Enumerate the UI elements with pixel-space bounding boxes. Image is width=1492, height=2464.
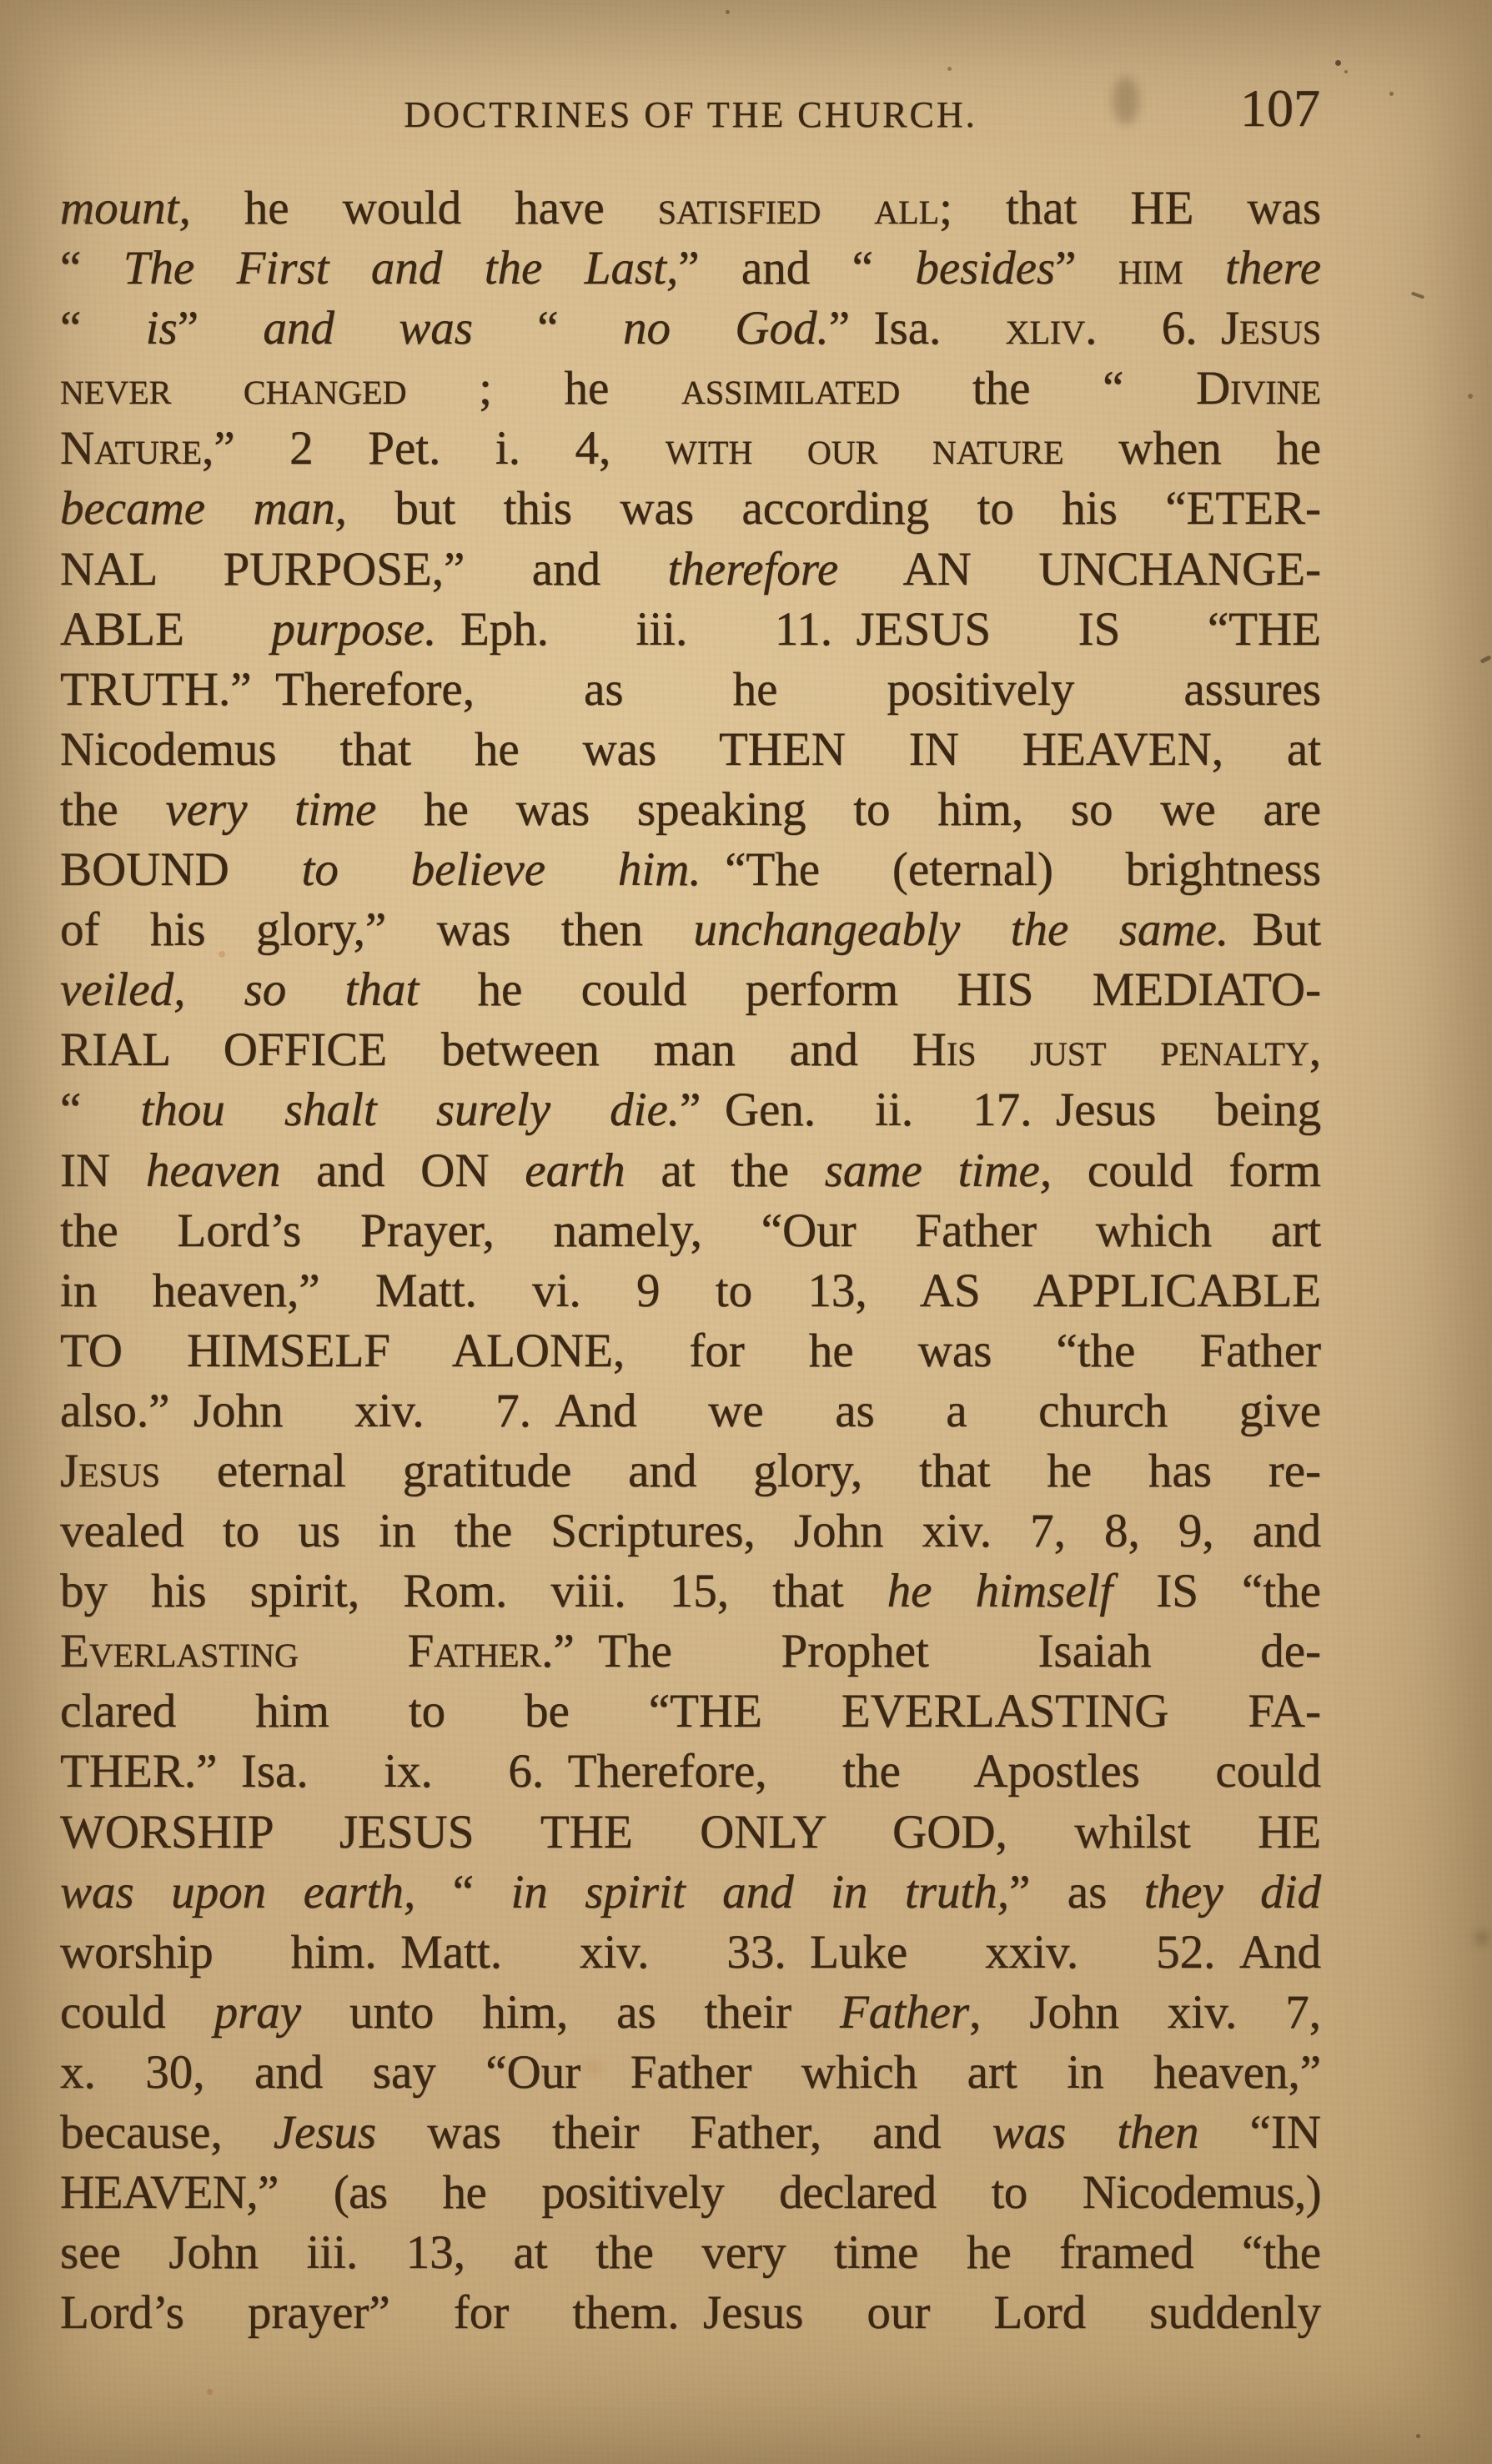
- text-line: [60, 1803, 1321, 1863]
- text-segment: mount,: [60, 182, 191, 234]
- text-line: [60, 2043, 1321, 2103]
- text-line: [60, 720, 1321, 780]
- text-segment: heaven: [145, 1144, 281, 1197]
- text-line: [60, 479, 1321, 539]
- text-segment: very time: [165, 782, 377, 836]
- text-segment: the: [60, 782, 166, 836]
- text-line: [60, 1622, 1321, 1682]
- text-segment: and ON: [280, 1144, 525, 1197]
- text-segment: “: [60, 1084, 141, 1137]
- text-segment: purpose.: [271, 602, 437, 656]
- text-segment: ; he: [406, 362, 681, 415]
- text-segment: he was speaking to him, so we are: [376, 782, 1322, 836]
- text-line: [60, 1923, 1321, 1983]
- text-line: [60, 1742, 1321, 1802]
- running-header-title: DOCTRINES OF THE CHURCH.: [404, 94, 977, 135]
- text-segment: ”: [1055, 242, 1118, 295]
- text-segment: no God.: [622, 302, 829, 355]
- text-segment: , John xiv. 7,: [969, 1985, 1321, 2039]
- text-segment: ” The Prophet Isaiah de-: [553, 1625, 1321, 1678]
- text-segment: ” and “: [678, 242, 916, 295]
- text-segment: xliv.: [1005, 302, 1098, 355]
- text-segment: 6.: [1097, 302, 1221, 355]
- text-line: [60, 900, 1321, 960]
- text-segment: The First and the Last,: [123, 242, 679, 295]
- text-segment: ” Gen. ii. 17. Jesus being: [680, 1084, 1322, 1137]
- text-segment: x. 30, and say “Our Father which art in heaven,”: [60, 2045, 1321, 2099]
- text-line: [60, 1321, 1321, 1381]
- text-segment: by his spirit, Rom. viii. 15, that: [60, 1565, 887, 1618]
- text-line: [60, 840, 1321, 900]
- text-line: [60, 540, 1321, 600]
- text-line: [60, 2223, 1321, 2283]
- text-segment: Everlasting Father.: [60, 1625, 554, 1678]
- text-segment: at the: [625, 1144, 825, 1197]
- text-segment: became man,: [60, 482, 347, 536]
- text-segment: eternal gratitude and glory, that he has re-: [160, 1444, 1321, 1497]
- paper-speck: [1389, 92, 1394, 96]
- text-line: [60, 1561, 1321, 1622]
- text-segment: “The (eternal) brightness: [701, 843, 1321, 897]
- text-segment: could form: [1052, 1144, 1321, 1197]
- text-segment: ” 2 Pet. i. 4,: [214, 422, 666, 475]
- text-segment: ” Isa.: [828, 302, 1006, 355]
- text-segment: therefore: [667, 542, 839, 596]
- paper-speck: [1344, 70, 1348, 73]
- text-segment: But: [1228, 903, 1321, 957]
- text-line: [60, 2163, 1321, 2223]
- text-segment: see John iii. 13, at the very time he framed “the: [60, 2226, 1321, 2280]
- text-segment: with our nature: [665, 422, 1064, 475]
- text-line: [60, 419, 1321, 479]
- text-segment: ABLE: [60, 602, 272, 656]
- text-segment: him: [1118, 242, 1183, 295]
- text-segment: HEAVEN,” (as he positively declared to Nicodemus,): [60, 2166, 1321, 2220]
- text-segment: “: [472, 302, 623, 355]
- text-segment: ; that HE was: [939, 182, 1322, 234]
- text-segment: Jesus: [1221, 302, 1321, 355]
- text-segment: he would have: [190, 182, 658, 234]
- text-segment: never changed: [60, 362, 407, 415]
- text-segment: Nature,: [60, 422, 214, 475]
- text-segment: besides: [915, 242, 1056, 295]
- text-segment: NAL PURPOSE,” and: [60, 542, 668, 596]
- text-line: [60, 1682, 1321, 1742]
- paper-speck: [726, 10, 730, 14]
- page-body-text: [60, 179, 1321, 2343]
- text-segment: but this was according to his “ETER-: [346, 482, 1321, 536]
- text-segment: “: [60, 242, 123, 295]
- text-segment: RIAL OFFICE between man and: [60, 1023, 912, 1077]
- text-segment: thou shalt surely die.: [140, 1084, 681, 1137]
- text-segment: Eph. iii. 11. JESUS IS “THE: [436, 602, 1321, 656]
- rust-spot: [207, 2389, 213, 2395]
- text-segment: BOUND: [60, 843, 302, 897]
- text-line: [60, 2283, 1321, 2343]
- text-segment: satisfied all: [657, 182, 940, 234]
- paper-speck: [1416, 2434, 1420, 2438]
- text-segment: worship him. Matt. xiv. 33. Luke xxiv. 52. And: [60, 1925, 1321, 1979]
- text-line: [60, 2103, 1321, 2163]
- text-segment: Nicodemus that he was THEN IN HEAVEN, at: [60, 722, 1321, 776]
- text-line: [60, 1201, 1321, 1261]
- text-segment: could: [60, 1985, 214, 2039]
- text-segment: pray: [214, 1985, 302, 2039]
- text-line: [60, 780, 1321, 840]
- text-line: [60, 359, 1321, 419]
- text-segment: Jesus: [273, 2106, 377, 2159]
- text-segment: Father: [839, 1985, 970, 2039]
- text-segment: and was: [263, 302, 473, 355]
- text-line: [60, 179, 1321, 239]
- text-segment: Jesus: [60, 1444, 160, 1497]
- text-segment: the Lord’s Prayer, namely, “Our Father which art: [60, 1204, 1321, 1257]
- text-segment: TRUTH.” Therefore, as he positively assures: [60, 662, 1321, 716]
- text-segment: was their Father, and: [376, 2106, 992, 2159]
- text-line: [60, 1983, 1321, 2043]
- text-segment: when he: [1063, 422, 1321, 475]
- text-segment: THER.” Isa. ix. 6. Therefore, the Apostles could: [60, 1745, 1321, 1798]
- paper-speck: [947, 67, 952, 71]
- text-segment: he himself: [887, 1565, 1113, 1618]
- text-segment: was upon earth,: [60, 1865, 416, 1918]
- text-segment: AN UNCHANGE-: [838, 542, 1321, 596]
- text-line: [60, 600, 1321, 660]
- edge-mark: [1476, 1930, 1488, 1945]
- text-line: [60, 1381, 1321, 1441]
- text-segment: [1183, 242, 1225, 294]
- text-segment: because,: [60, 2106, 274, 2159]
- text-line: [60, 239, 1321, 299]
- text-segment: WORSHIP JESUS THE ONLY GOD, whilst HE: [60, 1805, 1321, 1858]
- text-segment: assimilated: [681, 362, 901, 415]
- paper-fiber: [1411, 291, 1424, 299]
- text-line: [60, 299, 1321, 359]
- text-segment: there: [1225, 242, 1322, 295]
- text-segment: in spirit and in truth,: [510, 1865, 1010, 1918]
- text-segment: he could perform HIS MEDIATO-: [419, 963, 1321, 1017]
- text-segment: clared him to be “THE EVERLASTING FA-: [60, 1685, 1321, 1738]
- text-segment: “IN: [1198, 2106, 1322, 2159]
- text-segment: “: [60, 302, 146, 355]
- text-segment: earth: [525, 1144, 625, 1197]
- text-segment: is: [145, 302, 178, 355]
- text-segment: ” as: [1009, 1865, 1144, 1918]
- text-line: [60, 1020, 1321, 1080]
- text-segment: ”: [177, 302, 264, 355]
- text-line: [60, 1501, 1321, 1561]
- text-segment: in heaven,” Matt. vi. 9 to 13, AS APPLICABLE: [60, 1264, 1321, 1317]
- text-segment: to believe him.: [301, 843, 701, 897]
- text-line: [60, 1863, 1321, 1923]
- text-segment: IN: [60, 1144, 146, 1197]
- text-segment: also.” John xiv. 7. And we as a church give: [60, 1384, 1321, 1437]
- text-segment: His just penalty,: [912, 1023, 1321, 1077]
- text-segment: was then: [992, 2106, 1199, 2159]
- text-line: [60, 660, 1321, 720]
- text-segment: unto him, as their: [301, 1985, 840, 2039]
- text-line: [60, 960, 1321, 1020]
- text-segment: of his glory,” was then: [60, 903, 694, 957]
- text-segment: unchangeably the same.: [693, 903, 1229, 957]
- text-segment: same time,: [824, 1144, 1052, 1197]
- text-segment: Divine: [1195, 362, 1321, 415]
- text-segment: Lord’s prayer” for them. Jesus our Lord suddenly: [60, 2286, 1321, 2340]
- text-segment: they did: [1143, 1865, 1321, 1918]
- text-segment: veiled, so that: [60, 963, 419, 1017]
- text-segment: IS “the: [1113, 1565, 1321, 1618]
- paper-speck: [1468, 394, 1473, 399]
- text-line: [60, 1141, 1321, 1201]
- paper-speck: [1335, 60, 1341, 66]
- text-line: [60, 1080, 1321, 1140]
- text-line: [60, 1441, 1321, 1501]
- text-segment: “: [415, 1865, 511, 1918]
- edge-mark: [1480, 655, 1492, 664]
- text-line: [60, 1261, 1321, 1321]
- text-segment: vealed to us in the Scriptures, John xiv. 7, 8, 9, and: [60, 1505, 1321, 1558]
- text-segment: the “: [900, 362, 1196, 415]
- page-number: 107: [1240, 78, 1320, 138]
- text-segment: TO HIMSELF ALONE, for he was “the Father: [60, 1324, 1321, 1377]
